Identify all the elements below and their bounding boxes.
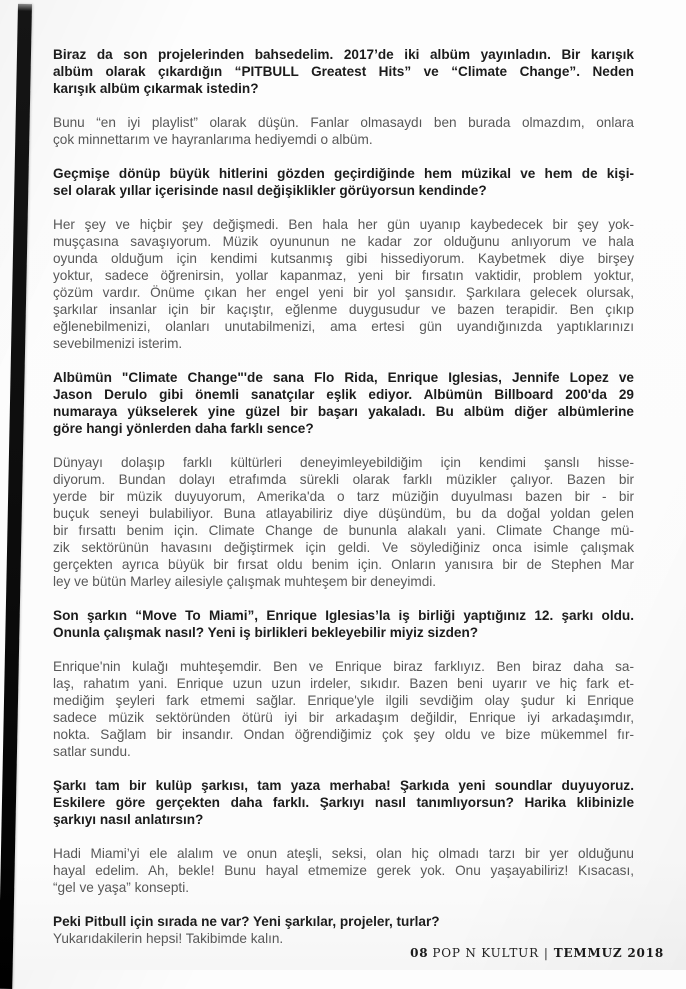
question-paragraph [53, 777, 634, 828]
text-line: mediğim şeyleri fark etmemi sağlar. Enrique'yle ilgili sevdiğim olay şudur ki Enrique [53, 693, 634, 708]
interview-section [53, 607, 634, 760]
text-line: Eskilere göre gerçekten daha farklı. Şarkıyı nasıl tanımlıyorsun? Harika klibinizle [53, 795, 634, 810]
text-line: ley ve bütün Marley ailesiyle çalışmak muhteşem bir deneyimdi. [53, 574, 437, 589]
text-line: Enrique'nin kulağı muhteşemdir. Ben ve Enrique biraz farklıyız. Ben biraz daha sa- [53, 659, 634, 674]
interview-body [53, 46, 634, 947]
answer-paragraph [53, 114, 634, 148]
text-line: göre hangi yönlerden daha farklı sence? [53, 421, 314, 436]
text-line: şarkılar insanlar için bir kaçıştır, eğlenme duygusudur ve bazen terapidir. Ben çıkıp [53, 302, 634, 317]
text-line: Dünyayı dolaşıp farklı kültürleri deneyimleyebildiğim için kendimi şanslı hisse- [53, 455, 634, 470]
text-line: Albümün "Climate Change"'de sana Flo Rida, Enrique Iglesias, Jennife Lopez ve [53, 370, 634, 385]
answer-paragraph [53, 845, 634, 896]
page-number: 08 [410, 946, 429, 960]
text-line: Peki Pitbull için sırada ne var? Yeni şarkılar, projeler, turlar? [53, 914, 440, 929]
question-paragraph [53, 607, 634, 641]
text-line: yerde bir müzik duyuyorum, Amerika'da o tarz müziğin duyulması bazen bir - bir [53, 489, 634, 504]
text-line: sel olarak yıllar içerisinde nasıl değişiklikler görüyorsun kendinde? [53, 183, 487, 198]
answer-paragraph [53, 930, 634, 947]
text-line: Şarkı tam bir kulüp şarkısı, tam yaza merhaba! Şarkıda yeni soundlar duyuyoruz. [53, 778, 634, 793]
text-line: Jason Derulo gibi önemli sanatçılar eşlik ediyor. Albümün Billboard 200'da 29 [53, 387, 634, 402]
text-line: sadece müzik sektöründen ötürü iyi bir arkadaşım değildir, Enrique iyi arkadaşımdır, [53, 710, 634, 725]
text-line: nokta. Sağlam bir insandır. Ondan öğrendiğimiz çok şey oldu ve bize mükemmel fır- [53, 727, 634, 742]
question-paragraph [53, 369, 634, 437]
text-line: Geçmişe dönüp büyük hitlerini gözden geçirdiğinde hem müzikal ve hem de kişi- [53, 166, 634, 181]
text-line: “gel ve yaşa” konsepti. [53, 880, 190, 895]
text-line: Her şey ve hiçbir şey değişmedi. Ben hala her gün uyanıp kaybedecek bir şey yok- [53, 217, 634, 232]
issue-date: TEMMUZ 2018 [553, 946, 664, 960]
text-line: sevebilmenizi isterim. [53, 336, 183, 351]
question-paragraph [53, 913, 634, 930]
text-line: satlar sundu. [53, 744, 131, 759]
text-line: buçuk seneyi bulabiliyor. Buna atlayabiliriz diye düşündüm, bu da doğal yoldan gelen [53, 506, 634, 521]
text-line: Onunla çalışmak nasıl? Yeni iş birlikleri bekleyebilir miyiz sizden? [53, 625, 479, 640]
text-line: şarkıyı nasıl anlatırsın? [53, 812, 204, 827]
footer-separator: | [543, 946, 549, 960]
text-line: oyunda olduğum için kendimi kutsanmış gibi hissediyorum. Kaybetmek diye birşey [53, 251, 634, 266]
interview-section [53, 777, 634, 896]
text-line: yoktur, sadece öğrenirsin, yollar kapanmaz, yeni bir fırsatın vaktidir, problem yoktur, [53, 268, 634, 283]
text-line: gerçekten ayrıca büyük bir fırsat oldu benim için. Onların yanısıra bir de Stephen Mar [53, 557, 634, 572]
text-line: zik sektörünün havasını değiştirmek için geldi. Ve söylediğiniz onca isimle çalışmak [53, 540, 634, 555]
text-line: Hadi Miami’yi ele alalım ve onun ateşli, seksi, olan hiç olmadı tarzı bir yer olduğunu [53, 846, 634, 861]
text-line: eğlenebilmenizi, olanları unutabilmenizi, ama ertesi gün uyandığınızda yaptıklarınızı [53, 319, 634, 334]
text-line: karışık albüm çıkarmak istedin? [53, 81, 259, 96]
text-line: çok minnettarım ve hayranlarıma hediyemdi o albüm. [53, 132, 373, 147]
text-line: laş, rahatım yani. Enrique uzun uzun irdeler, sıkıdır. Bazen beni uyarır ve hiç fark et- [53, 676, 634, 691]
scan-edge-bar [0, 4, 32, 989]
text-line: bir fırsattı benim için. Climate Change de bununla alakalı yani. Climate Change mü- [53, 523, 634, 538]
answer-paragraph [53, 658, 634, 760]
interview-section [53, 913, 634, 947]
text-line: hayal edelim. Ah, bekle! Bunu hayal etmemize gerek yok. Onu yaşayabiliriz! Kısacası, [53, 863, 634, 878]
text-line: albüm olarak çıkardığın “PITBULL Greatest Hits” ve “Climate Change”. Neden [53, 64, 634, 79]
text-line: Biraz da son projelerinden bahsedelim. 2017’de iki albüm yayınladın. Bir karışık [53, 47, 634, 62]
magazine-title: POP N KULTUR [432, 946, 539, 960]
interview-section [53, 46, 634, 148]
answer-paragraph [53, 454, 634, 590]
question-paragraph [53, 165, 634, 199]
interview-section [53, 369, 634, 590]
text-line: muşçasına savaşıyorum. Müzik oyununun ne kadar zor olduğunu anlıyorum ve hala [53, 234, 634, 249]
answer-paragraph [53, 216, 634, 352]
text-line: numaraya yükselerek yine güzel bir başarı yakaladı. Bu albüm diğer albümlerine [53, 404, 634, 419]
interview-section [53, 165, 634, 352]
text-line: Yukarıdakilerin hepsi! Takibimde kalın. [53, 931, 284, 946]
text-line: çözüm vardır. Önüme çıkan her engel yeni bir yol şansıdır. Şarkılara gelecek olursak, [53, 285, 634, 300]
text-line: diyorum. Bundan dolayı etrafımda sürekli olarak farklı müzikler çalıyor. Bazen bir [53, 472, 634, 487]
page-footer [410, 946, 664, 960]
text-line: Bunu “en iyi playlist” olarak düşün. Fanlar olmasaydı ben burada olmazdım, onlara [53, 115, 634, 130]
question-paragraph [53, 46, 634, 97]
text-line: Son şarkın “Move To Miami”, Enrique Iglesias’la iş birliği yaptığınız 12. şarkı oldu. [53, 608, 634, 623]
